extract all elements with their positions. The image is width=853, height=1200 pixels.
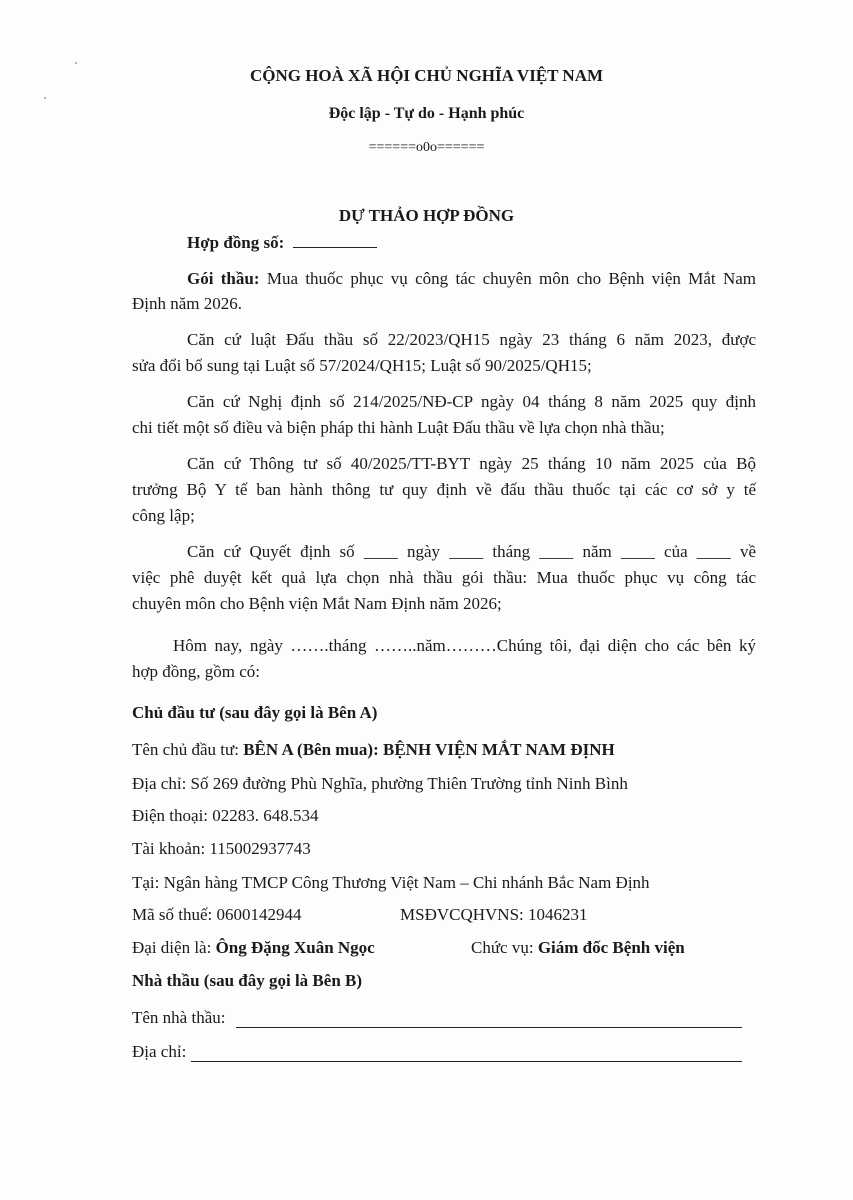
decision-line2: việc phê duyệt kết quả lựa chọn nhà thầu gói thầu: Mua thuốc phục vụ công tác: [132, 568, 756, 587]
party-a-role: BÊN A (Bên mua):: [243, 740, 379, 759]
party-a-name: [132, 740, 615, 760]
party-a-tax: Mã số thuế: 0600142944: [132, 905, 302, 924]
party-a-account: Tài khoản: 115002937743: [132, 839, 311, 858]
party-a-phone: Điện thoại: 02283. 648.534: [132, 806, 319, 825]
basis-circular-line2: trưởng Bộ Y tế ban hành thông tư quy định về đấu thầu thuốc tại các cơ sở y tế: [132, 480, 756, 499]
contract-number-blank: [293, 247, 377, 248]
party-a-heading: Chủ đầu tư (sau đây gọi là Bên A): [132, 703, 378, 722]
contract-number-label: Hợp đồng số:: [187, 233, 285, 252]
scan-speck: [75, 62, 77, 64]
basis-decree-line2: chi tiết một số điều và biện pháp thi hành Luật Đấu thầu về lựa chọn nhà thầu;: [132, 418, 665, 437]
today-line1: Hôm nay, ngày …….tháng ……..năm………Chúng tôi, đại diện cho các bên ký: [173, 636, 756, 655]
party-a-rep-name: Ông Đặng Xuân Ngọc: [215, 938, 375, 957]
party-b-heading: Nhà thầu (sau đây gọi là Bên B): [132, 971, 363, 990]
decision-line1: Căn cứ Quyết định số ____ ngày ____ tháng ____ năm ____ của ____ về: [187, 542, 756, 561]
country-heading: CỘNG HOÀ XÃ HỘI CHỦ NGHĨA VIỆT NAM: [249, 66, 604, 85]
decision-line3: chuyên môn cho Bệnh viện Mắt Nam Định năm 2026;: [132, 594, 502, 613]
basis-law-line2: sửa đổi bổ sung tại Luật số 57/2024/QH15; Luật số 90/2025/QH15;: [132, 356, 592, 375]
package-line2: Định năm 2026.: [132, 294, 243, 313]
party-a-name-value: BỆNH VIỆN MẮT NAM ĐỊNH: [382, 740, 615, 759]
party-a-position-value: Giám đốc Bệnh viện: [537, 938, 685, 957]
party-a-position-label: Chức vụ:: [471, 938, 534, 957]
party-b-name-label: Tên nhà thầu:: [132, 1008, 226, 1027]
party-a-name-label: Tên chủ đầu tư:: [132, 740, 239, 759]
document-title: DỰ THẢO HỢP ĐỒNG: [338, 206, 515, 225]
separator: ======o0o======: [368, 140, 485, 155]
today-line2: hợp đồng, gồm có:: [132, 662, 260, 681]
party-b-address-blank: [191, 1061, 742, 1062]
party-a-rep-label: Đại diện là:: [132, 938, 212, 957]
basis-circular-line3: công lập;: [132, 506, 195, 525]
party-a-address: Địa chỉ: Số 269 đường Phù Nghĩa, phường Thiên Trường tỉnh Ninh Bình: [132, 774, 628, 793]
contract-number: [187, 233, 377, 253]
party-b-name-blank: [236, 1027, 742, 1028]
party-a-position: [471, 938, 685, 958]
basis-law-line1: Căn cứ luật Đấu thầu số 22/2023/QH15 ngày 23 tháng 6 năm 2023, được: [187, 330, 756, 349]
basis-decree-line1: Căn cứ Nghị định số 214/2025/NĐ-CP ngày 04 tháng 8 năm 2025 quy định: [187, 392, 756, 411]
scan-speck: [44, 97, 46, 99]
package-line1: [187, 269, 756, 289]
basis-circular-line1: Căn cứ Thông tư số 40/2025/TT-BYT ngày 25 tháng 10 năm 2025 của Bộ: [187, 454, 756, 473]
package-text: Mua thuốc phục vụ công tác chuyên môn cho Bệnh viện Mắt Nam: [266, 269, 757, 288]
motto: Độc lập - Tự do - Hạnh phúc: [328, 105, 525, 122]
party-a-budget-code: MSĐVCQHVNS: 1046231: [400, 905, 588, 924]
party-a-representative: [132, 938, 375, 958]
party-b-address-label: Địa chỉ:: [132, 1042, 187, 1061]
package-label: Gói thầu:: [187, 269, 260, 288]
party-a-bank: Tại: Ngân hàng TMCP Công Thương Việt Nam – Chi nhánh Bắc Nam Định: [132, 873, 650, 892]
